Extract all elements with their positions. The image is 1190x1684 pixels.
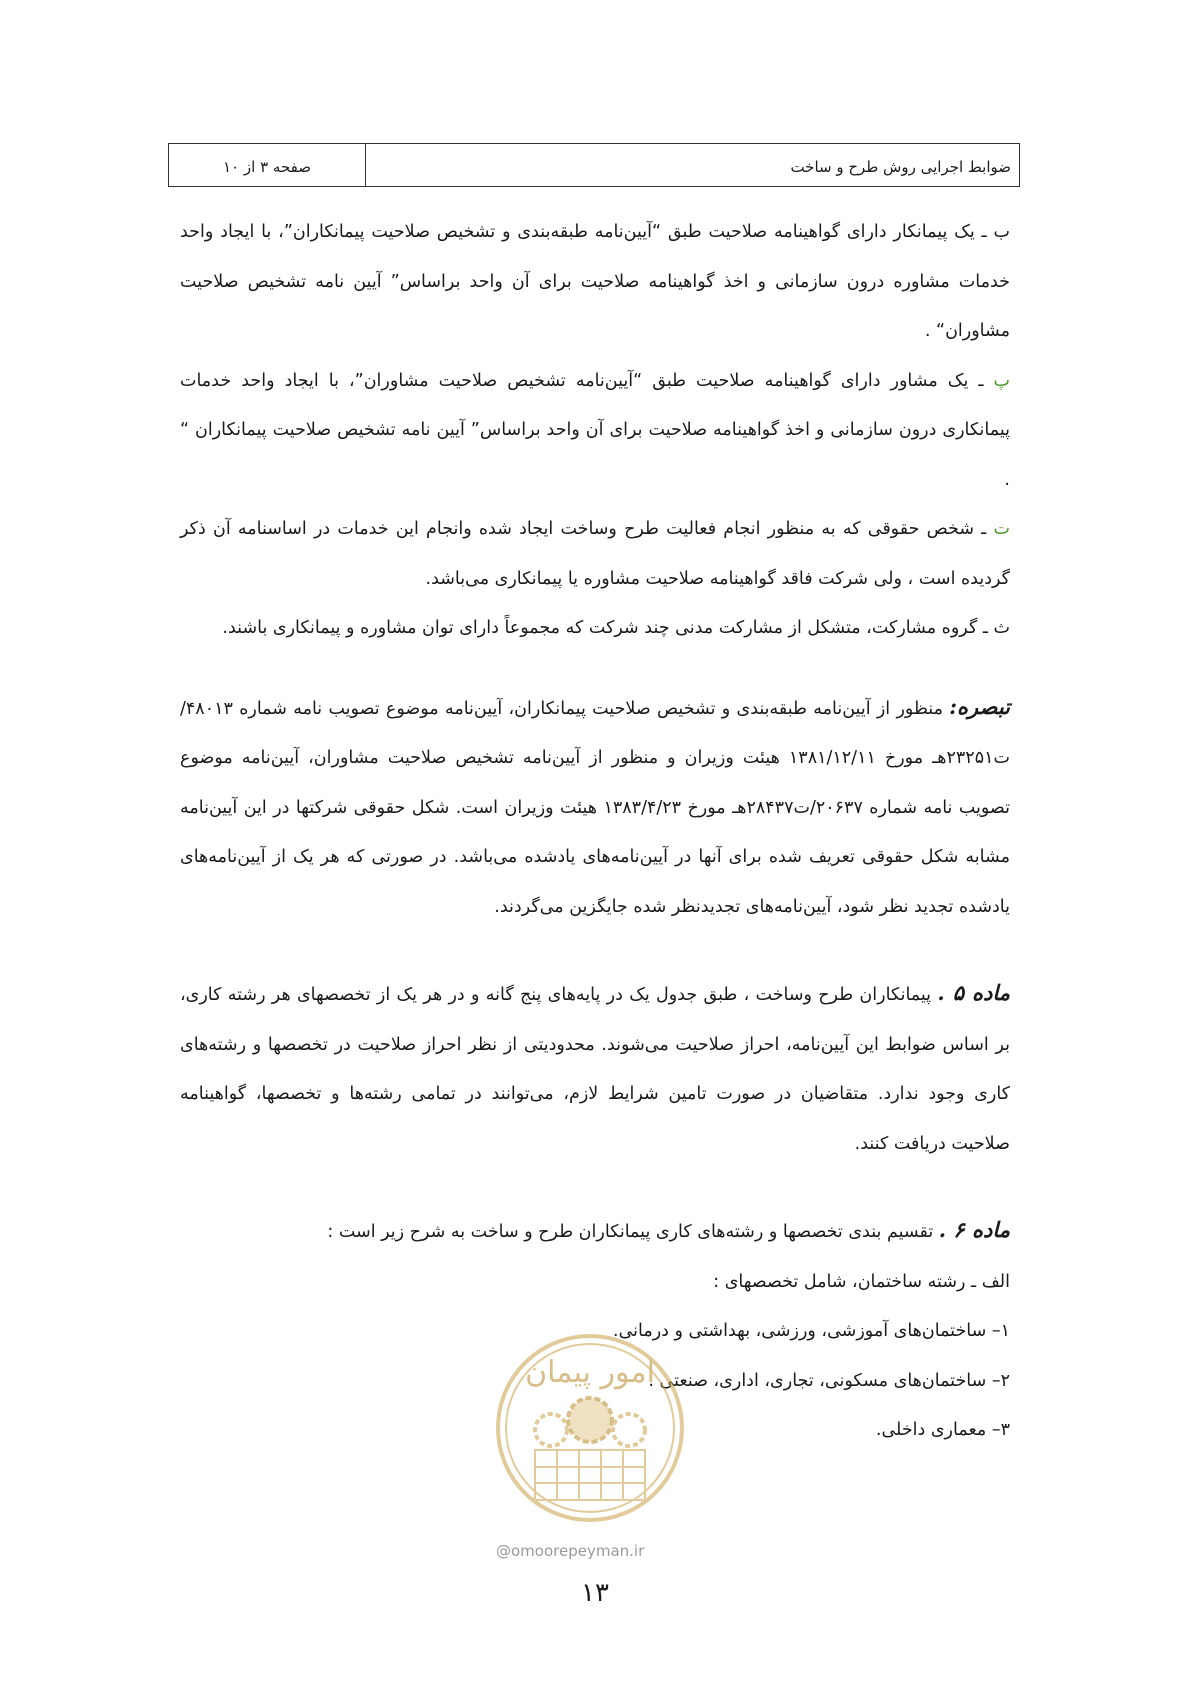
article-5-text: پیمانکاران طرح وساخت ، طبق جدول یک در پایه‌های پنج گانه و در هر یک از تخصصهای هر رشته کاری، بر اساس ضوابط این آیین‌نامه، احراز صلاحیت می‌شوند. محدودیتی از نظر احراز صلاحیت در تخصصها و رشته‌های کاری وجود ندارد. متقاضیان در صورت تامین شرایط لازم، می‌توانند در تمامی رشته‌ها و تخصصها، گواهینامه صلاحیت دریافت کنند. (180, 985, 1010, 1154)
item-p-text: ـ یک مشاور دارای گواهینامه صلاحیت طبق “آیین‌نامه تشخیص صلاحیت مشاوران”، با ایجاد واحد خدمات پیمانکاری درون سازمانی و اخذ گواهینامه صلاحیت برای آن واحد براساس” آیین نامه تشخیص صلاحیت پیمانکاران “ . (180, 370, 1010, 490)
list-item: ۳– معماری داخلی. (875, 1420, 1010, 1440)
document-body (180, 208, 1010, 1456)
page-info: صفحه ۳ از ۱۰ (169, 144, 366, 186)
item-p-marker: پ (993, 370, 1010, 391)
item-p (180, 357, 1010, 506)
note-label: تبصره: (949, 693, 1010, 719)
item-t-marker: ت (993, 519, 1010, 539)
article-5 (180, 968, 1010, 1169)
item-t-text: ـ شخص حقوقی که به منظور انجام فعالیت طرح وساخت ایجاد شده وانجام این خدمات در اساسنامه آن ذکر گردیده است ، ولی شرکت فاقد گواهینامه صلاحیت مشاوره یا پیمانکاری می‌باشد. (180, 519, 1010, 589)
watermark-logo (495, 1320, 685, 1535)
article-6-text: تقسیم بندی تخصصها و رشته‌های کاری پیمانکاران طرح و ساخت به شرح زیر است : (327, 1222, 939, 1242)
item-b: ب ـ یک پیمانکار دارای گواهینامه صلاحیت طبق “آیین‌نامه طبقه‌بندی و تشخیص صلاحیت پیمانکاران”، با ایجاد واحد خدمات مشاوره درون سازمانی و اخذ گواهینامه صلاحیت برای آن واحد براساس” آیین نامه تشخیص صلاحیت مشاوران“ . (180, 222, 1010, 341)
item-t (180, 505, 1010, 604)
article-6-label: ماده ۶ . (938, 1217, 1010, 1242)
note-text: منظور از آیین‌نامه طبقه‌بندی و تشخیص صلاحیت پیمانکاران، آیین‌نامه موضوع تصویب نامه شماره ۴۸۰۱۳/ت۲۳۲۵۱هـ مورخ ۱۳۸۱/۱۲/۱۱ هیئت وزیران و منظور از آیین‌نامه تشخیص صلاحیت مشاوران، آیین‌نامه موضوع تصویب نامه شماره ۲۰۶۳۷/ت۲۸۴۳۷هـ مورخ ۱۳۸۳/۴/۲۳ هیئت وزیران است. شکل حقوقی شرکتها در این آیین‌نامه مشابه شکل حقوقی تعریف شده برای آنها در آیین‌نامه‌های یادشده می‌باشد. در صورتی که هر یک از آیین‌نامه‌های یادشده تجدید نظر شود، آیین‌نامه‌های تجدیدنظر شده جایگزین می‌گردند. (180, 698, 1010, 917)
watermark-url: @omoorepeyman.ir (496, 1542, 645, 1560)
article-6 (180, 1205, 1010, 1258)
page-number: ۱۳ (581, 1578, 609, 1608)
article-6-subheading: الف ـ رشته ساختمان، شامل تخصصهای : (713, 1271, 1010, 1292)
note-paragraph (180, 682, 1010, 933)
item-th: ث ـ گروه مشارکت، متشکل از مشارکت مدنی چند شرکت که مجموعاً دارای توان مشاوره و پیمانکاری باشند. (222, 618, 1010, 638)
article-5-label: ماده ۵ . (937, 980, 1011, 1005)
list-item: ۱– ساختمان‌های آموزشی، ورزشی، بهداشتی و درمانی. (613, 1321, 1010, 1341)
list-item: ۲– ساختمان‌های مسکونی، تجاری، اداری، صنعتی . (648, 1370, 1010, 1391)
watermark-brand: امور پیمان (525, 1355, 655, 1390)
document-title: ضوابط اجرایی روش طرح و ساخت (790, 158, 1011, 176)
page-header (168, 143, 1020, 187)
